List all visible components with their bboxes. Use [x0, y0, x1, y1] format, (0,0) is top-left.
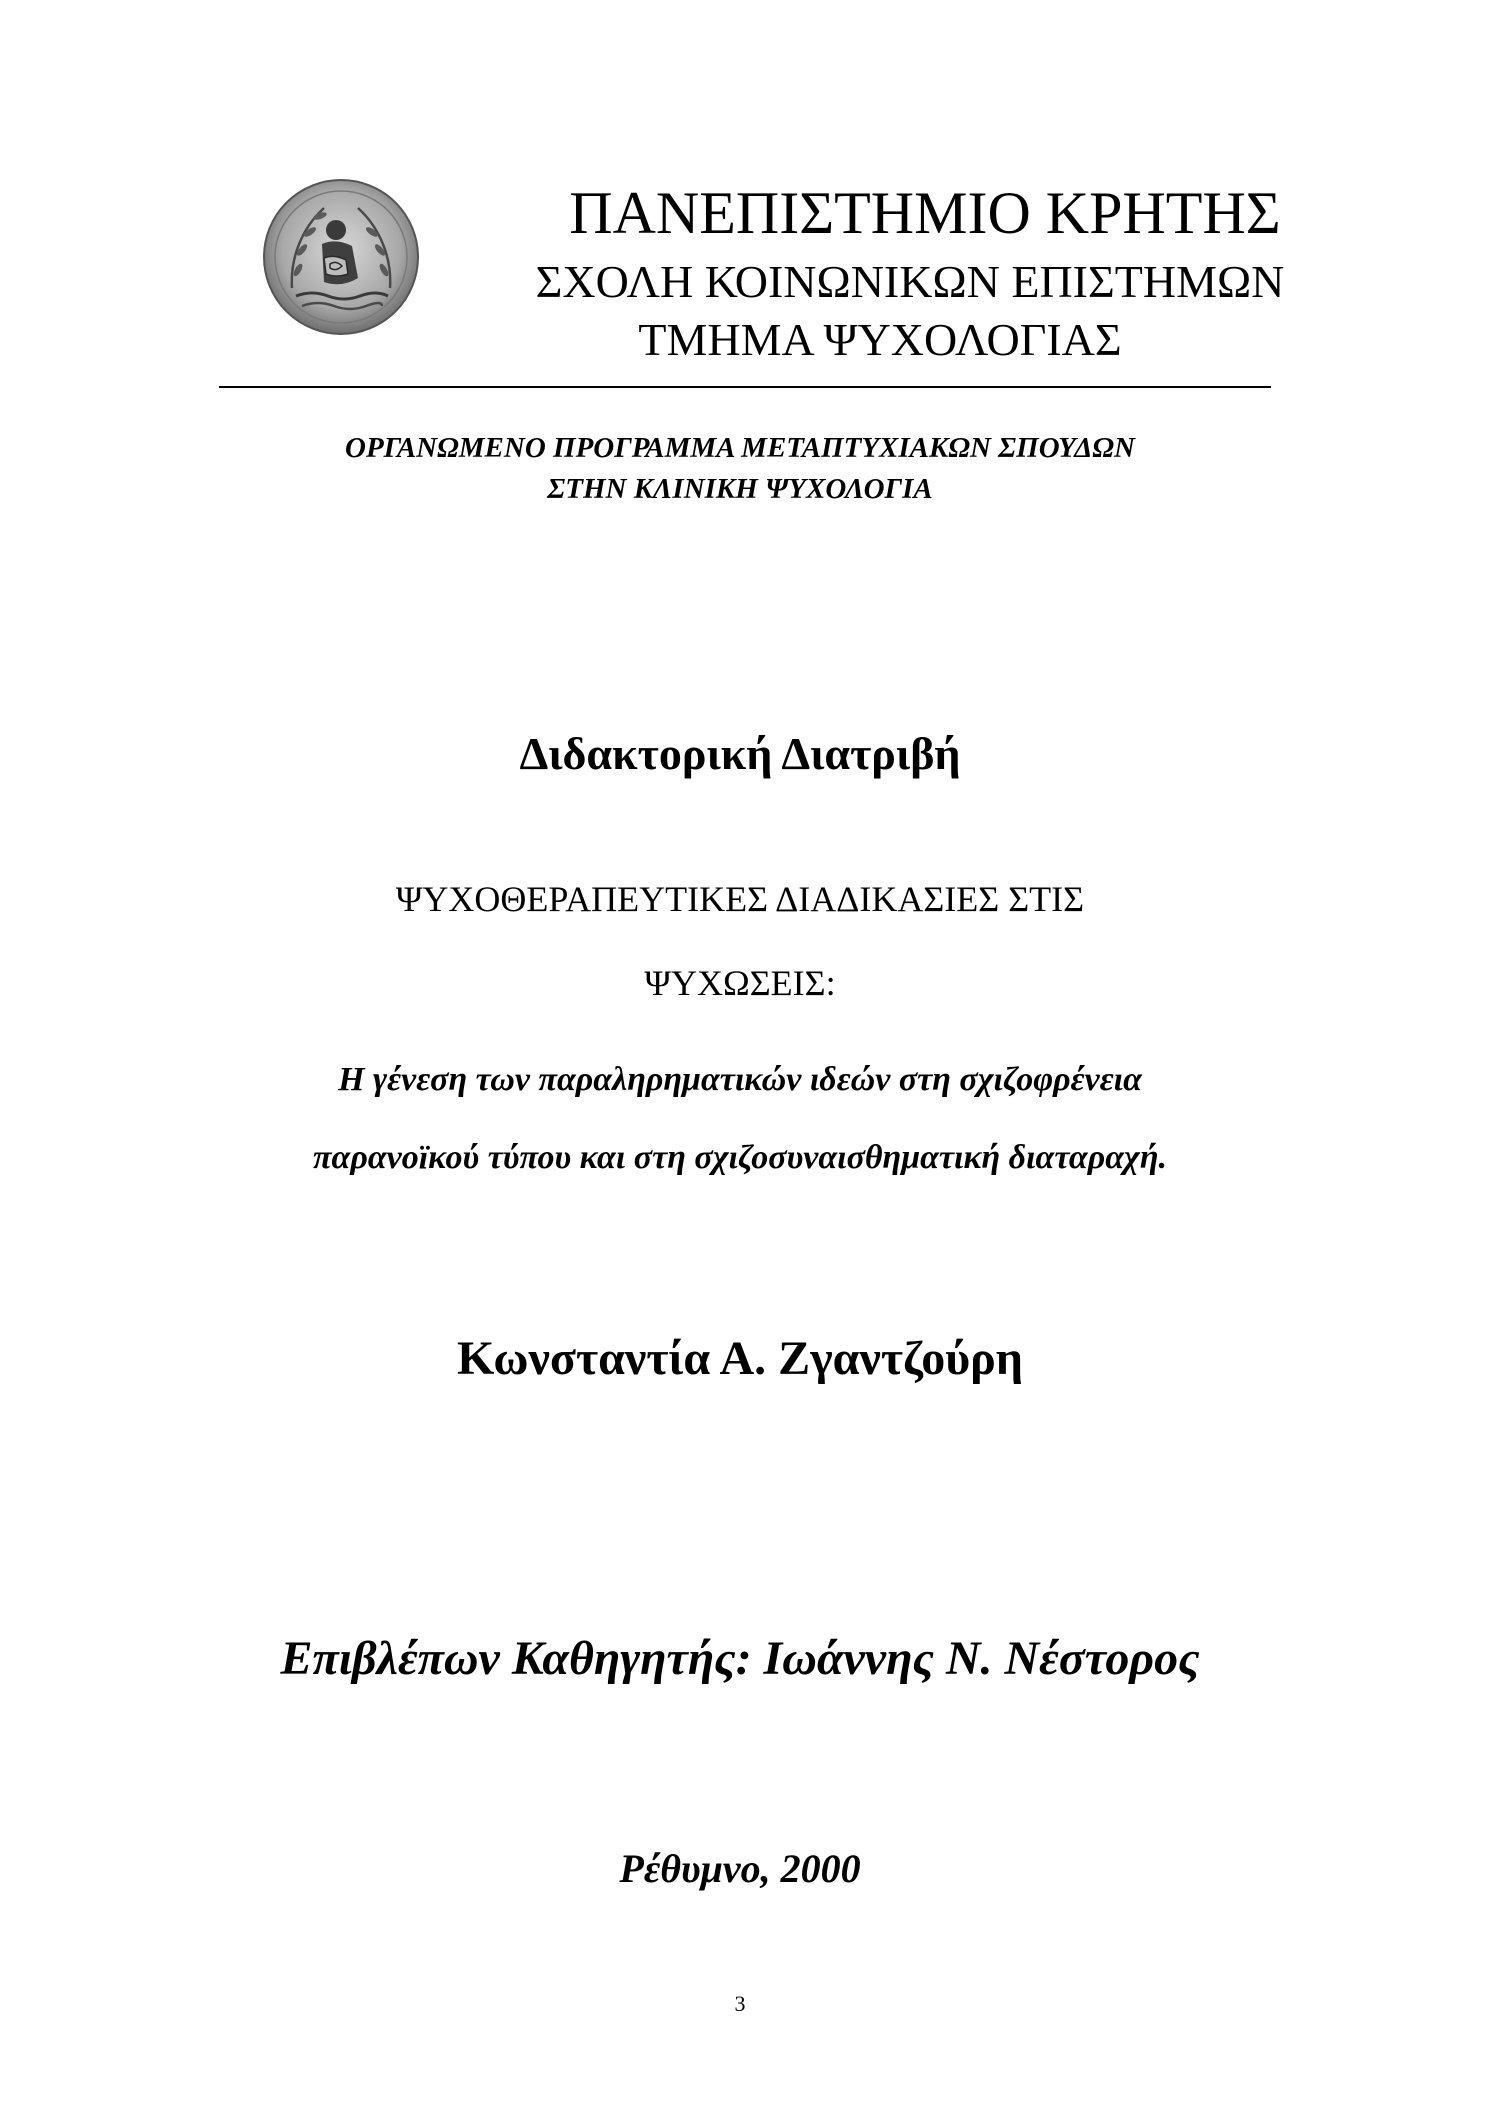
page-number: 3	[734, 1991, 746, 2016]
university-name: ΠΑΝΕΠΙΣΤΗΜΙΟ ΚΡΗΤΗΣ	[569, 180, 1281, 246]
thesis-subtitle-line-2: παρανοϊκού τύπου και στη σχιζοσυναισθηματική διαταραχή.	[312, 1139, 1168, 1176]
place-and-date: Ρέθυμνο, 2000	[619, 1846, 861, 1891]
program-title-line-2: ΣΤΗΝ ΚΛΙΝΙΚΗ ΨΥΧΟΛΟΓΙΑ	[547, 473, 933, 505]
program-title-line-1: ΟΡΓΑΝΩΜΕΝΟ ΠΡΟΓΡΑΜΜΑ ΜΕΤΑΠΤΥΧΙΑΚΩΝ ΣΠΟΥΔΩΝ	[345, 432, 1135, 464]
department-name: ΤΜΗΜΑ ΨΥΧΟΛΟΓΙΑΣ	[638, 314, 1122, 365]
header-divider	[219, 386, 1271, 388]
supervisor: Επιβλέπων Καθηγητής: Ιωάννης Ν. Νέστορος	[280, 1632, 1200, 1685]
thesis-subtitle-line-1: Η γένεση των παραληρηματικών ιδεών στη σχιζοφρένεια	[338, 1061, 1142, 1098]
author-name: Κωνσταντία Α. Ζγαντζούρη	[456, 1332, 1024, 1385]
university-seal-icon	[262, 178, 420, 336]
school-name: ΣΧΟΛΗ ΚΟΙΝΩΝΙΚΩΝ ΕΠΙΣΤΗΜΩΝ	[535, 256, 1285, 307]
thesis-title-line-1: ΨΥΧΟΘΕΡΑΠΕΥΤΙΚΕΣ ΔΙΑΔΙΚΑΣΙΕΣ ΣΤΙΣ	[395, 879, 1085, 919]
thesis-type: Διδακτορική Διατριβή	[519, 728, 961, 779]
thesis-title-line-2: ΨΥΧΩΣΕΙΣ:	[644, 963, 836, 1003]
